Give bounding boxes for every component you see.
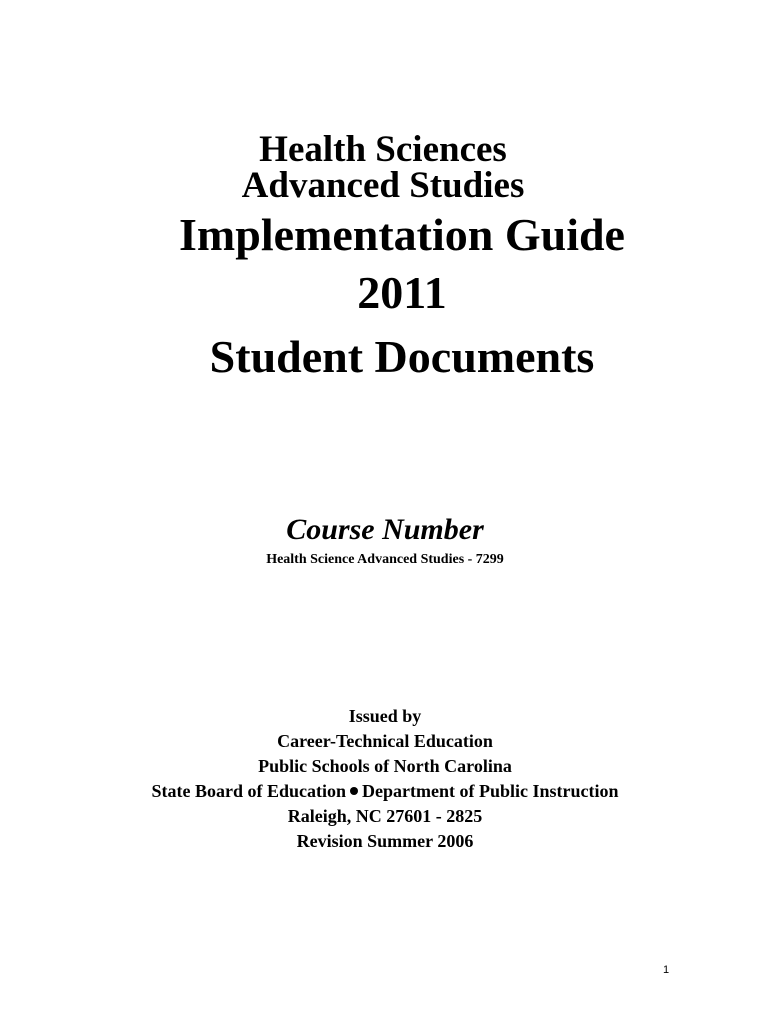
issuer-instruction-dept: Department of Public Instruction	[362, 781, 619, 801]
course-number-text: Health Science Advanced Studies - 7299	[266, 552, 504, 567]
bullet-icon	[350, 787, 358, 795]
issuer-board: State Board of Education	[151, 781, 347, 801]
revision-date: Revision Summer 2006	[296, 831, 474, 851]
issued-by-label: Issued by	[348, 706, 422, 726]
title-line-health-sciences: Health Sciences	[259, 129, 507, 170]
title-line-year: 2011	[357, 267, 447, 318]
course-number-heading: Course Number	[286, 513, 484, 546]
title-line-implementation-guide: Implementation Guide	[179, 209, 625, 260]
issuer-department: Career-Technical Education	[277, 731, 493, 751]
issuer-address: Raleigh, NC 27601 - 2825	[287, 806, 483, 826]
title-line-advanced-studies: Advanced Studies	[241, 165, 525, 206]
page-number: 1	[663, 964, 670, 976]
issuer-board-line	[0, 782, 770, 800]
title-line-student-documents: Student Documents	[209, 331, 595, 382]
issuer-schools: Public Schools of North Carolina	[258, 756, 512, 776]
